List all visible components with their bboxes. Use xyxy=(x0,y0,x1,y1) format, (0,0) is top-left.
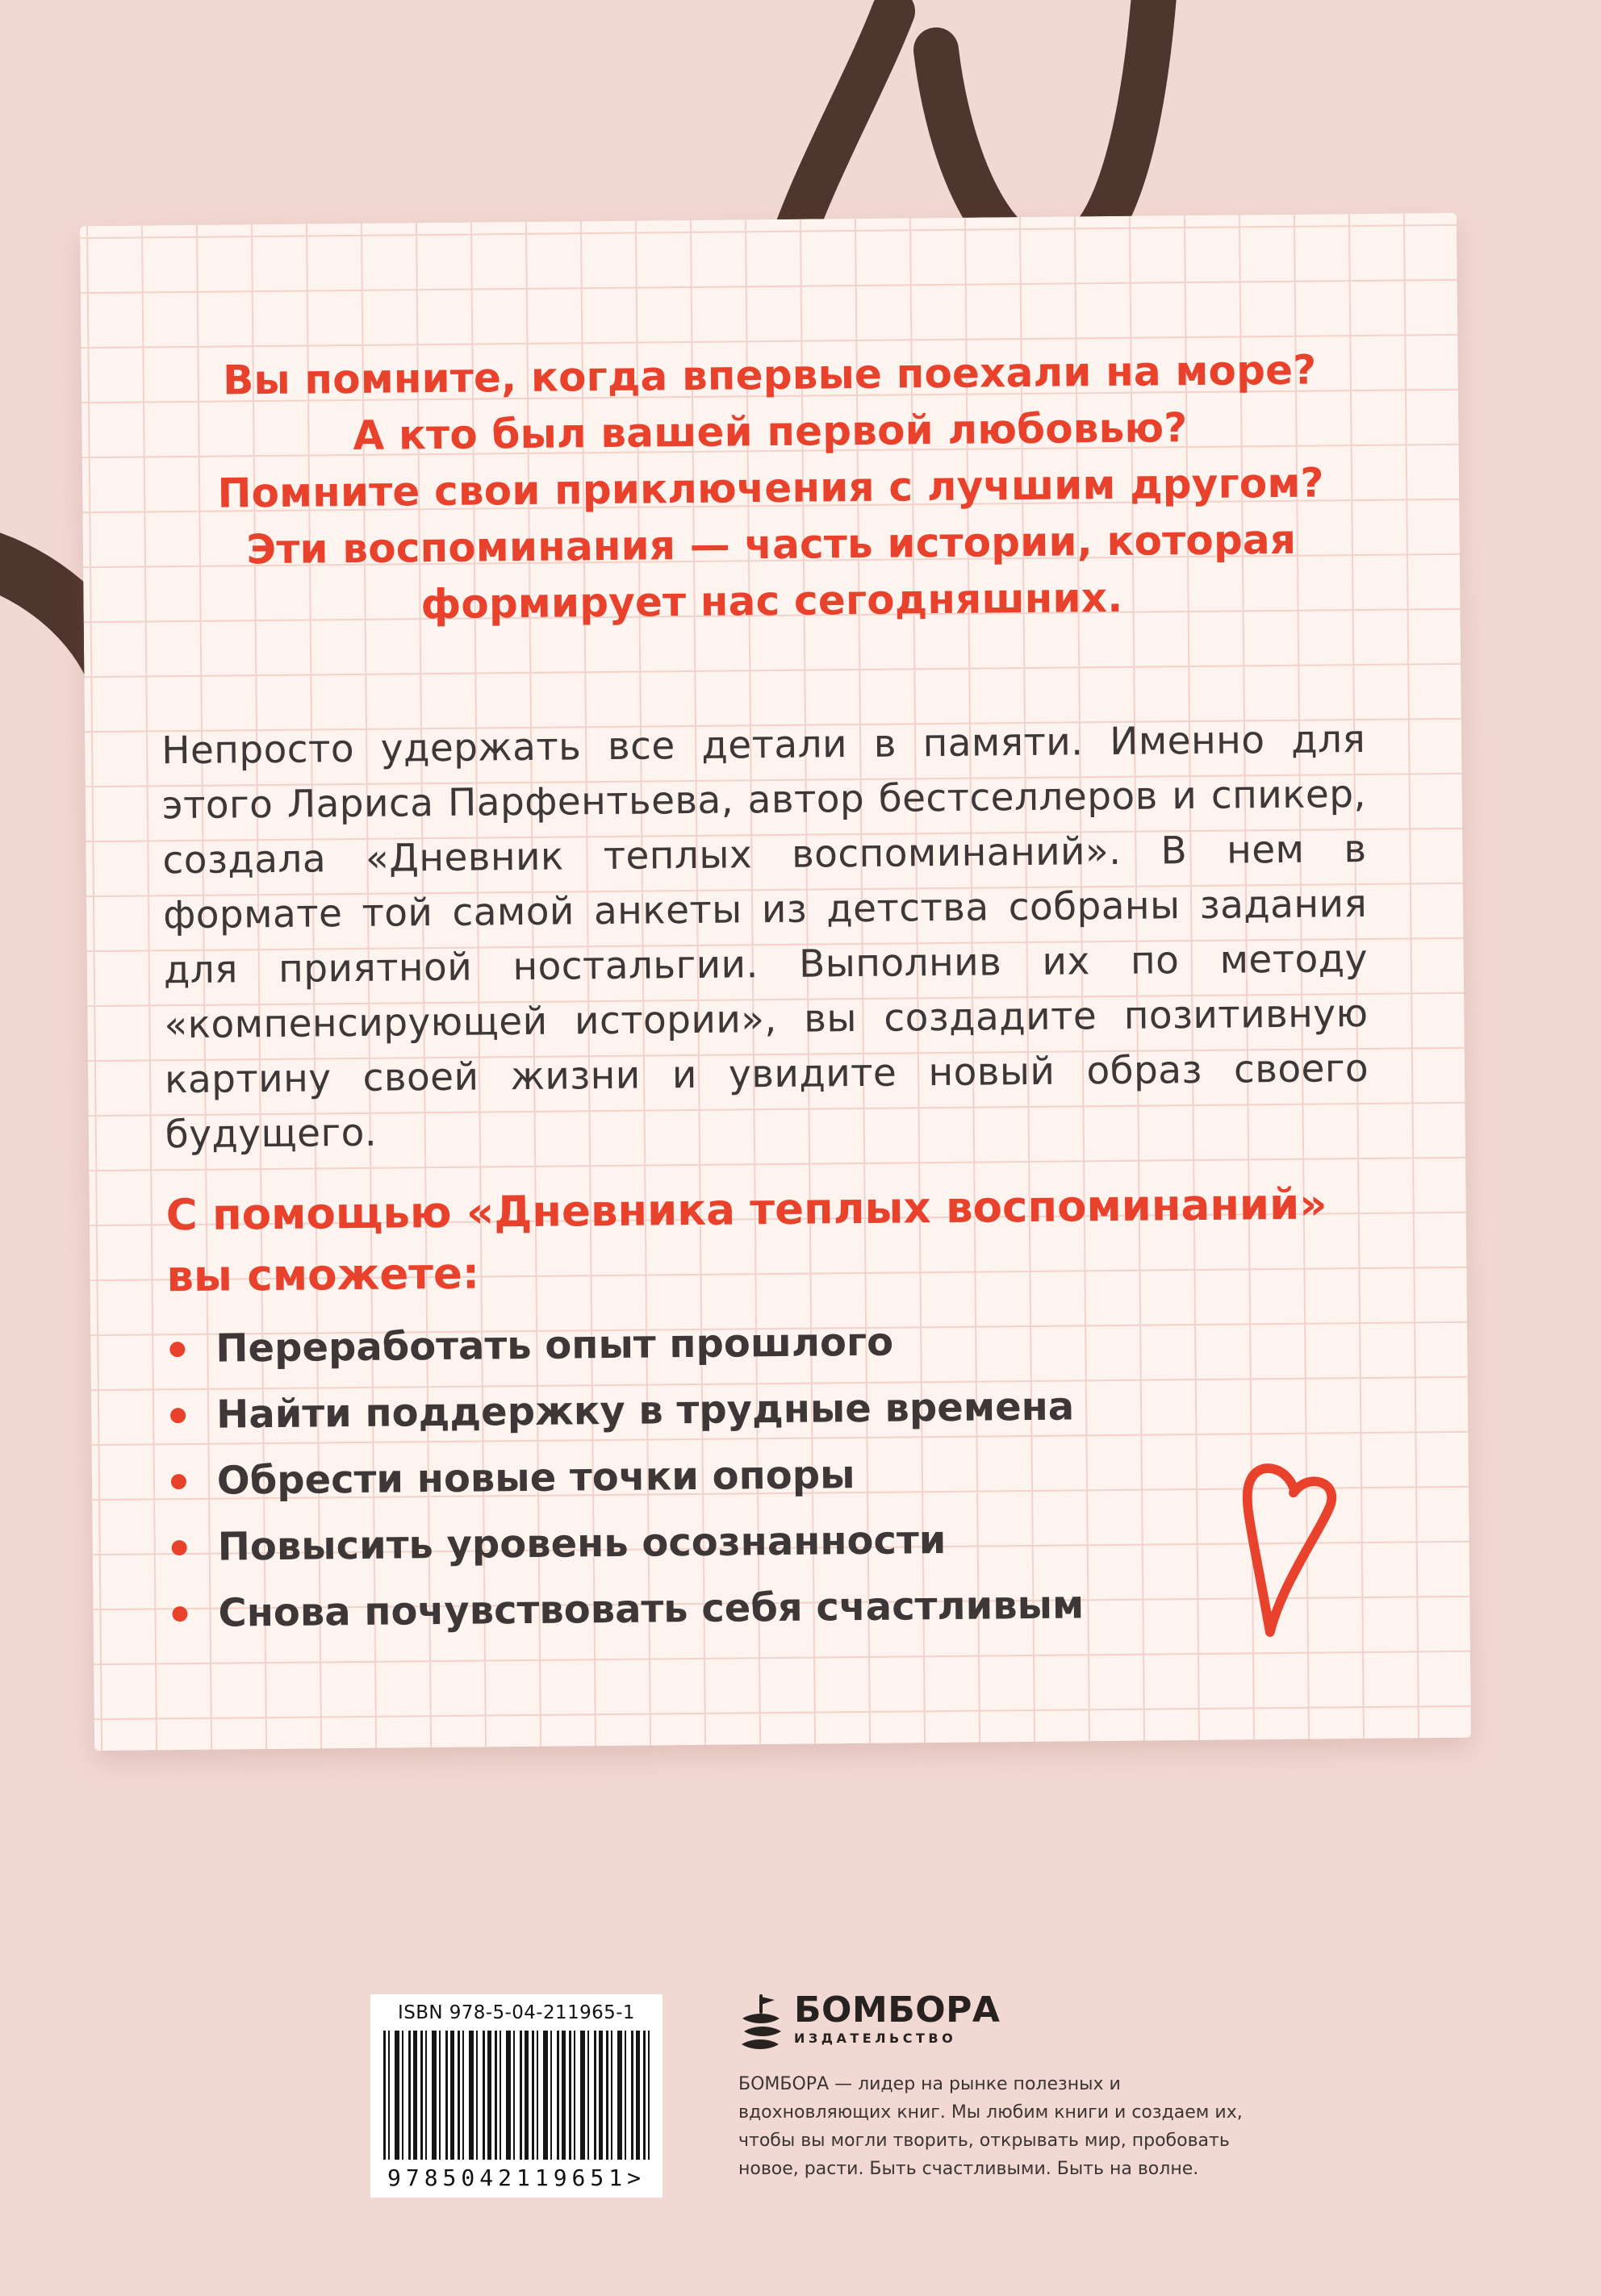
barcode xyxy=(370,1994,663,2198)
headline-line: А кто был вашей первой любовью? xyxy=(353,404,1188,459)
benefit-label: Обрести новые точки опоры xyxy=(216,1452,855,1504)
barcode-digits: 9785042119651> xyxy=(387,2165,646,2191)
benefits-list xyxy=(169,1320,1085,1659)
headline-line: Вы помните, когда впервые поехали на море? xyxy=(222,346,1317,404)
publisher-text xyxy=(794,1991,1000,2046)
bullet-dot-icon xyxy=(172,1540,187,1555)
benefit-item xyxy=(171,1518,1083,1568)
benefit-item xyxy=(170,1384,1082,1438)
benefits-title xyxy=(165,1174,1327,1308)
benefit-item xyxy=(171,1452,1083,1504)
isbn-label: ISBN 978-5-04-211965-1 xyxy=(398,2002,635,2023)
publisher-description: БОМБОРА — лидер на рынке полезных и вдохновляющих книг. Мы любим книги и создаем их, чтобы вы могли творить, открывать мир, пробовать новое, расти. Быть счастливыми. Быть на волне. xyxy=(738,2074,1243,2179)
bullet-dot-icon xyxy=(171,1474,186,1489)
headline-line: Помните свои приключения с лучшим другом? xyxy=(217,459,1324,517)
benefit-label: Найти поддержку в трудные времена xyxy=(215,1384,1075,1438)
bullet-dot-icon xyxy=(172,1606,187,1622)
barcode-bars xyxy=(383,2031,650,2160)
publisher-block xyxy=(738,1991,1000,2056)
book-stack-icon xyxy=(738,1991,784,2056)
bullet-dot-icon xyxy=(169,1342,185,1357)
benefit-label: Переработать опыт прошлого xyxy=(215,1319,894,1371)
benefits-title-line: С помощью «Дневника теплых воспоминаний» xyxy=(165,1179,1327,1241)
publisher-name: БОМБОРА xyxy=(794,1989,1001,2031)
benefit-label: Снова почувствовать себя счастливым xyxy=(218,1582,1085,1636)
benefit-label: Повысить уровень осознанности xyxy=(217,1517,947,1570)
bullet-dot-icon xyxy=(170,1408,186,1423)
heart-doodle-icon xyxy=(1217,1457,1354,1659)
publisher-subtitle: ИЗДАТЕЛЬСТВО xyxy=(794,2031,957,2046)
headline-line: формирует нас сегодняшних. xyxy=(420,574,1123,628)
benefit-item xyxy=(169,1320,1081,1369)
benefit-item xyxy=(172,1584,1084,1634)
headline-line: Эти воспоминания — часть истории, которая xyxy=(246,516,1297,574)
headline xyxy=(121,340,1419,635)
benefits-title-line: вы сможете: xyxy=(166,1249,480,1302)
description-paragraph: Непросто удержать все детали в памяти. Именно для этого Лариса Парфентьева, автор бестселлеров и спикер, создала «Дневник теплых воспоминаний». В нем в формате той самой анкеты из детства собраны задания для приятной ностальгии. Выполнив их по методу «компенсирующей истории», вы создадите позитивную картину своей жизни и увидите новый образ своего будущего. xyxy=(161,716,1369,1158)
